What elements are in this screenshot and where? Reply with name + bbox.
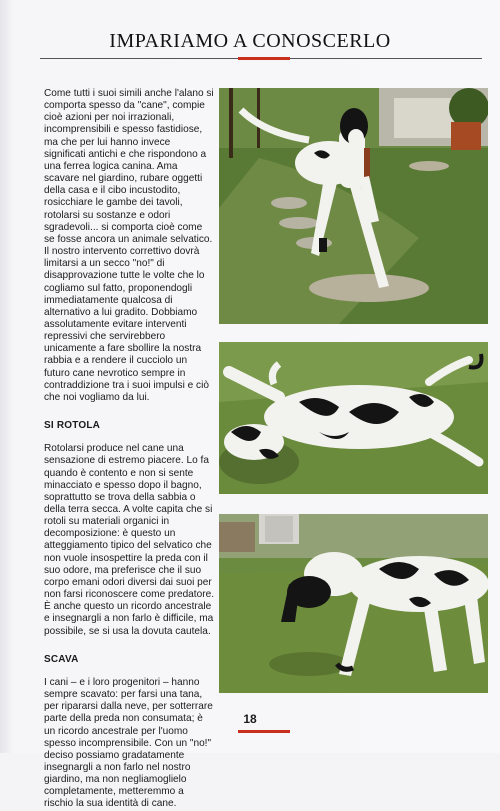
photo-dog-running [219, 88, 488, 324]
page-number: 18 [243, 712, 257, 726]
page-title: IMPARIAMO A CONOSCERLO [109, 30, 391, 52]
section-paragraph-si-rotola: Rotolarsi produce nel cane una sensazione di estremo piacere. Lo fa quando è contento e non si sente minacciato e spesso dopo il bagno, soprattutto se trova della sabbia o della terra secca. A volte capita che si rotoli su materiali organici in decomposizione: è questo un atteggiamento tipico del selvatico che non vuole insospettire la preda con il suo odore, ma preferisce che il suo corpo emani odori diversi dai suoi per non farsi riconoscere come predatore. È anche questo un ricordo ancestrale e insegnargli a non farlo è difficile, ma possibile, se si usa la dovuta cautela. [44, 443, 214, 637]
intro-paragraph: Come tutti i suoi simili anche l'alano si comporta spesso da "cane", compie cioè azioni per noi irrazionali, incomprensibili e spesso fastidiose, ma che per lui hanno invece significati antichi e che rispondono a una ferrea logica canina. Ama scavare nel giardino, rubare oggetti della casa e il cibo incustodito, rosicchiare le gambe dei tavoli, rotolarsi su sostanze e odori sgradevoli... si comporta cioè come se fosse ancora un animale selvatico. Il nostro intervento correttivo dovrà limitarsi a un secco "no!" di disapprovazione tutte le volte che lo cogliamo sul fatto, proponendogli immediatamente qualcosa di alternativo a lui gradito. Dobbiamo assolutamente evitare interventi repressivi che servirebbero unicamente a fare sbollire la nostra rabbia e a rendere il cucciolo un futuro cane nevrotico sempre in contraddizione tra i suoi impulsi e ciò che noi vogliamo da lui. [44, 88, 214, 403]
section-paragraph-scava: I cani – e i loro progenitori – hanno sempre scavato: per farsi una tana, per ripararsi dalla neve, per sotterrare parte della preda non consumata; è un ricordo ancestrale per l'uomo spesso incomprensibile. Con un "no!" deciso possiamo gradatamente insegnargli a non farlo nel nostro giardino, ma non negliamoglielo completamente, metteremmo a rischio la sua identità di cane. [44, 676, 213, 810]
photo-dog-rolling [219, 342, 488, 494]
title-accent-bar [238, 57, 290, 60]
photo-dog-digging [219, 514, 488, 693]
section-heading-si-rotola: SI ROTOLA [44, 420, 101, 432]
page-number-accent-bar [238, 730, 290, 733]
section-heading-scava: SCAVA [44, 653, 79, 665]
article-text [44, 88, 214, 811]
